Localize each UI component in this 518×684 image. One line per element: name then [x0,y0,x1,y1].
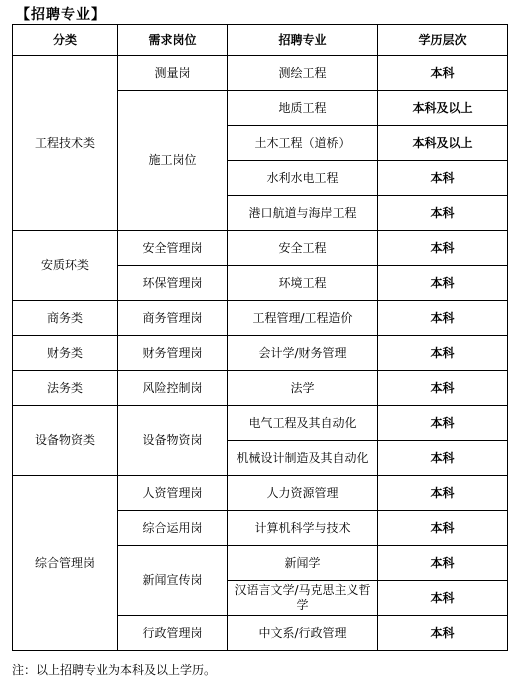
major-cell: 工程管理/工程造价 [228,301,378,336]
major-cell: 测绘工程 [228,56,378,91]
position-cell: 施工岗位 [118,91,228,231]
degree-cell: 本科 [378,266,508,301]
degree-cell: 本科 [378,336,508,371]
position-cell: 安全管理岗 [118,231,228,266]
position-cell: 行政管理岗 [118,616,228,651]
degree-cell: 本科 [378,301,508,336]
degree-cell: 本科 [378,371,508,406]
recruitment-table [12,24,508,651]
category-cell: 工程技术类 [13,56,118,231]
major-cell: 电气工程及其自动化 [228,406,378,441]
major-cell: 水利水电工程 [228,161,378,196]
major-cell: 中文系/行政管理 [228,616,378,651]
category-cell: 综合管理岗 [13,476,118,651]
position-cell: 财务管理岗 [118,336,228,371]
table-row [13,56,508,91]
major-cell: 会计学/财务管理 [228,336,378,371]
header-degree: 学历层次 [378,25,508,56]
category-cell: 财务类 [13,336,118,371]
position-cell: 人资管理岗 [118,476,228,511]
table-row [13,301,508,336]
position-cell: 综合运用岗 [118,511,228,546]
degree-cell: 本科 [378,161,508,196]
major-cell: 人力资源管理 [228,476,378,511]
degree-cell: 本科 [378,406,508,441]
major-cell: 法学 [228,371,378,406]
degree-cell: 本科 [378,196,508,231]
table-header-row [13,25,508,56]
major-cell: 地质工程 [228,91,378,126]
major-cell: 港口航道与海岸工程 [228,196,378,231]
degree-cell: 本科 [378,476,508,511]
header-major: 招聘专业 [228,25,378,56]
position-cell: 商务管理岗 [118,301,228,336]
major-cell: 安全工程 [228,231,378,266]
position-cell: 设备物资岗 [118,406,228,476]
major-cell: 汉语言文学/马克思主义哲学 [228,581,378,616]
position-cell: 新闻宣传岗 [118,546,228,616]
major-cell: 土木工程（道桥） [228,126,378,161]
table-row [13,476,508,511]
position-cell: 风险控制岗 [118,371,228,406]
degree-cell: 本科及以上 [378,126,508,161]
position-cell: 测量岗 [118,56,228,91]
major-cell: 新闻学 [228,546,378,581]
table-row [13,371,508,406]
table-row [13,406,508,441]
section-title: 【招聘专业】 [16,7,106,23]
degree-cell: 本科 [378,546,508,581]
category-cell: 商务类 [13,301,118,336]
degree-cell: 本科 [378,511,508,546]
category-cell: 法务类 [13,371,118,406]
major-cell: 计算机科学与技术 [228,511,378,546]
category-cell: 安质环类 [13,231,118,301]
table-row [13,336,508,371]
degree-cell: 本科 [378,581,508,616]
degree-cell: 本科及以上 [378,91,508,126]
table-row [13,231,508,266]
degree-cell: 本科 [378,56,508,91]
major-cell: 环境工程 [228,266,378,301]
footnote: 注：以上招聘专业为本科及以上学历。 [12,663,217,677]
degree-cell: 本科 [378,616,508,651]
header-category: 分类 [13,25,118,56]
position-cell: 环保管理岗 [118,266,228,301]
category-cell: 设备物资类 [13,406,118,476]
major-cell: 机械设计制造及其自动化 [228,441,378,476]
degree-cell: 本科 [378,441,508,476]
degree-cell: 本科 [378,231,508,266]
header-position: 需求岗位 [118,25,228,56]
